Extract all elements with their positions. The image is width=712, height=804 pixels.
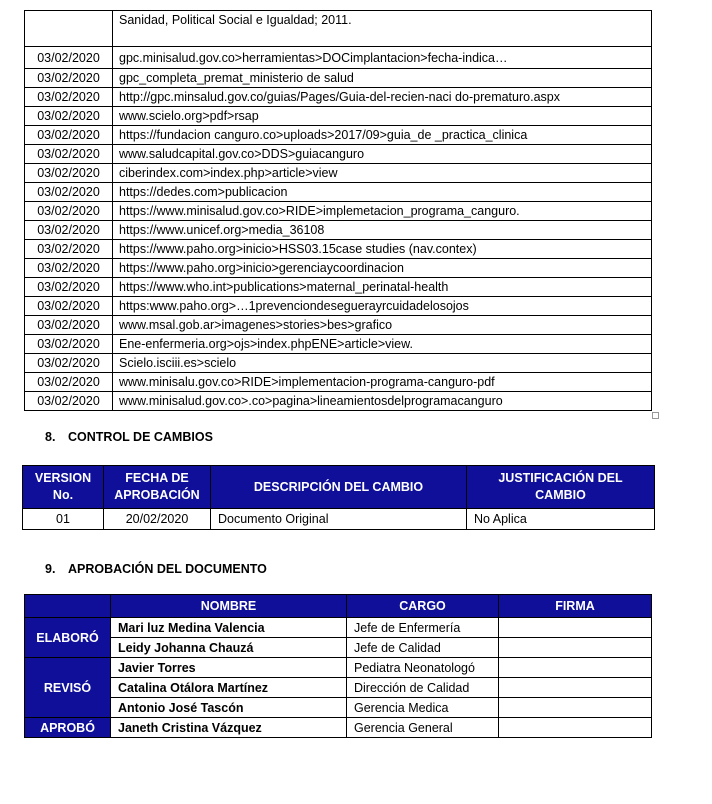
- date-cell: 03/02/2020: [25, 297, 113, 316]
- table-row: [25, 221, 652, 240]
- table-row: [25, 240, 652, 259]
- table-row: [25, 354, 652, 373]
- column-header-approval-date: FECHA DE APROBACIÓN: [104, 466, 211, 509]
- table-row: [25, 392, 652, 411]
- column-header-position: CARGO: [347, 595, 499, 618]
- reference-cell: https://fundacion canguro.co>uploads>2017/09>guia_de _practica_clinica: [113, 126, 652, 145]
- column-header-name: NOMBRE: [111, 595, 347, 618]
- reference-cell: gpc.minisalud.gov.co>herramientas>DOCimplantacion>fecha-indica…: [113, 47, 652, 69]
- table-row: [25, 718, 652, 738]
- reference-cell: www.msal.gob.ar>imagenes>stories>bes>grafico: [113, 316, 652, 335]
- person-name: Mari luz Medina Valencia: [111, 618, 347, 638]
- person-position: Jefe de Enfermería: [347, 618, 499, 638]
- reference-cell: https://www.paho.org>inicio>gerenciaycoordinacion: [113, 259, 652, 278]
- signature-cell: [499, 678, 652, 698]
- reference-cell: www.minisalu.gov.co>RIDE>implementacion-programa-canguro-pdf: [113, 373, 652, 392]
- date-cell: 03/02/2020: [25, 126, 113, 145]
- reference-cell: https://www.who.int>publications>maternal_perinatal-health: [113, 278, 652, 297]
- person-name: Javier Torres: [111, 658, 347, 678]
- role-aprobo: APROBÓ: [25, 718, 111, 738]
- table-row: [25, 145, 652, 164]
- reference-cell: https://www.paho.org>inicio>HSS03.15case studies (nav.contex): [113, 240, 652, 259]
- description-cell: Documento Original: [211, 509, 467, 530]
- references-table: [24, 10, 652, 411]
- table-row: [25, 47, 652, 69]
- section-title: CONTROL DE CAMBIOS: [68, 430, 213, 444]
- table-resize-handle[interactable]: [652, 412, 659, 419]
- reference-cell: https://www.unicef.org>media_36108: [113, 221, 652, 240]
- table-row: [25, 202, 652, 221]
- table-row: [25, 107, 652, 126]
- section-number: 9.: [45, 562, 56, 576]
- table-row: [25, 11, 652, 47]
- date-cell: 03/02/2020: [25, 278, 113, 297]
- table-row: [25, 678, 652, 698]
- table-row: [25, 316, 652, 335]
- table-header-row: [25, 595, 652, 618]
- reference-cell: Scielo.isciii.es>scielo: [113, 354, 652, 373]
- signature-cell: [499, 658, 652, 678]
- date-cell: 03/02/2020: [25, 240, 113, 259]
- table-row: [25, 335, 652, 354]
- person-name: Leidy Johanna Chauzá: [111, 638, 347, 658]
- reference-cell: https:www.paho.org>…1prevenciondeseguerayrcuidadelosojos: [113, 297, 652, 316]
- reference-cell: ciberindex.com>index.php>article>view: [113, 164, 652, 183]
- date-cell: 03/02/2020: [25, 335, 113, 354]
- table-header-row: [23, 466, 655, 509]
- table-row: [25, 373, 652, 392]
- table-row: [25, 183, 652, 202]
- person-position: Gerencia General: [347, 718, 499, 738]
- reference-cell: https://dedes.com>publicacion: [113, 183, 652, 202]
- version-cell: 01: [23, 509, 104, 530]
- date-cell: 03/02/2020: [25, 88, 113, 107]
- section-8-heading: [45, 430, 213, 444]
- approval-table: [24, 594, 652, 738]
- column-header-signature: FIRMA: [499, 595, 652, 618]
- header-spacer: [25, 595, 111, 618]
- table-row: [25, 164, 652, 183]
- date-cell: 03/02/2020: [25, 316, 113, 335]
- date-cell: 03/02/2020: [25, 164, 113, 183]
- person-name: Janeth Cristina Vázquez: [111, 718, 347, 738]
- date-cell: 03/02/2020: [25, 145, 113, 164]
- signature-cell: [499, 718, 652, 738]
- date-cell: 03/02/2020: [25, 259, 113, 278]
- table-row: [25, 126, 652, 145]
- table-row: [25, 259, 652, 278]
- section-number: 8.: [45, 430, 56, 444]
- column-header-description: DESCRIPCIÓN DEL CAMBIO: [211, 466, 467, 509]
- table-row: [23, 509, 655, 530]
- reference-cell: Ene-enfermeria.org>ojs>index.phpENE>article>view.: [113, 335, 652, 354]
- reference-cell: http://gpc.minsalud.gov.co/guias/Pages/Guia-del-recien-naci do-prematuro.aspx: [113, 88, 652, 107]
- person-position: Dirección de Calidad: [347, 678, 499, 698]
- role-reviso: REVISÓ: [25, 658, 111, 718]
- reference-cell: www.scielo.org>pdf>rsap: [113, 107, 652, 126]
- person-position: Jefe de Calidad: [347, 638, 499, 658]
- signature-cell: [499, 638, 652, 658]
- table-row: [25, 297, 652, 316]
- reference-cell: Sanidad, Political Social e Igualdad; 2011.: [113, 11, 652, 47]
- column-header-version: VERSION No.: [23, 466, 104, 509]
- date-cell: 03/02/2020: [25, 69, 113, 88]
- change-control-table: [22, 465, 655, 530]
- table-row: [25, 638, 652, 658]
- person-position: Gerencia Medica: [347, 698, 499, 718]
- date-cell: 03/02/2020: [25, 47, 113, 69]
- section-9-heading: [45, 562, 267, 576]
- reference-cell: https://www.minisalud.gov.co>RIDE>implemetacion_programa_canguro.: [113, 202, 652, 221]
- date-cell: [25, 11, 113, 47]
- table-row: [25, 278, 652, 297]
- signature-cell: [499, 618, 652, 638]
- reference-cell: www.saludcapital.gov.co>DDS>guiacanguro: [113, 145, 652, 164]
- date-cell: 03/02/2020: [25, 392, 113, 411]
- reference-cell: www.minisalud.gov.co>.co>pagina>lineamientosdelprogramacanguro: [113, 392, 652, 411]
- date-cell: 03/02/2020: [25, 202, 113, 221]
- table-row: [25, 658, 652, 678]
- section-title: APROBACIÓN DEL DOCUMENTO: [68, 562, 267, 576]
- date-cell: 03/02/2020: [25, 354, 113, 373]
- table-row: [25, 69, 652, 88]
- date-cell: 03/02/2020: [25, 183, 113, 202]
- date-cell: 03/02/2020: [25, 373, 113, 392]
- role-elaboro: ELABORÓ: [25, 618, 111, 658]
- date-cell: 20/02/2020: [104, 509, 211, 530]
- table-row: [25, 88, 652, 107]
- signature-cell: [499, 698, 652, 718]
- date-cell: 03/02/2020: [25, 221, 113, 240]
- reference-cell: gpc_completa_premat_ministerio de salud: [113, 69, 652, 88]
- column-header-justification: JUSTIFICACIÓN DEL CAMBIO: [467, 466, 655, 509]
- person-name: Antonio José Tascón: [111, 698, 347, 718]
- person-position: Pediatra Neonatologó: [347, 658, 499, 678]
- date-cell: 03/02/2020: [25, 107, 113, 126]
- table-row: [25, 698, 652, 718]
- justification-cell: No Aplica: [467, 509, 655, 530]
- table-row: [25, 618, 652, 638]
- person-name: Catalina Otálora Martínez: [111, 678, 347, 698]
